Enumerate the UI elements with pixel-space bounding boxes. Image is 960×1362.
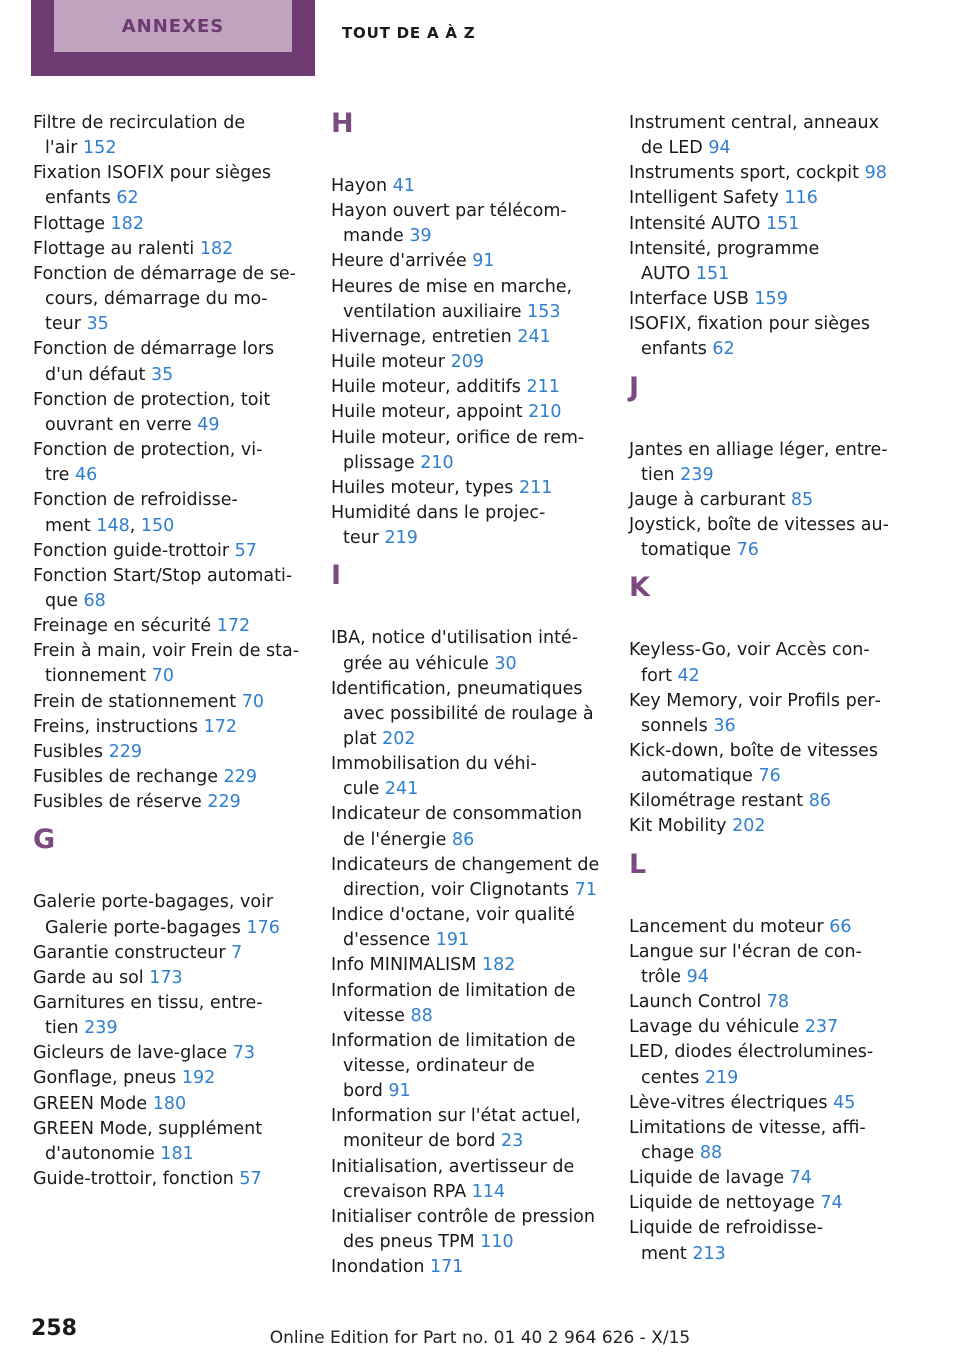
index-entry-text: Heure d'arrivée (331, 251, 467, 272)
page-reference-link[interactable]: 153 (527, 301, 561, 322)
index-entry-text: IBA, notice d'utilisation inté‐ grée au véhicule (331, 628, 579, 674)
page-reference-link[interactable]: 209 (450, 352, 484, 373)
index-entry-text: Huile moteur, appoint (331, 402, 523, 423)
index-entry-text: Galerie porte-bagages, voir Galerie porte-bagages (33, 892, 274, 938)
index-entry (33, 966, 305, 991)
page-reference-link[interactable]: 172 (203, 716, 238, 737)
page-reference-link[interactable]: 94 (708, 138, 731, 159)
index-entry (629, 513, 901, 563)
index-entry-text: Fonction de protection, toit ouvrant en verre (33, 389, 271, 435)
index-entry (629, 1040, 901, 1090)
page-reference-link[interactable]: 36 (713, 715, 736, 736)
index-entry-text: Indicateurs de changement de direction, voir Clignotants (331, 854, 600, 900)
index-letter-heading: I (331, 560, 342, 592)
index-entry-text: Gicleurs de lave-glace (33, 1043, 228, 1064)
page-reference-link[interactable]: 151 (695, 263, 730, 284)
index-entry (33, 614, 305, 639)
index-entry-text: Intensité, programme AUTO (629, 238, 820, 284)
index-entry (33, 111, 305, 161)
index-entry (629, 312, 901, 362)
index-entry (33, 1167, 305, 1192)
index-entry-text: Jantes en alliage léger, entre‐ tien (629, 439, 888, 485)
index-entry (629, 438, 901, 488)
index-entry (33, 740, 305, 765)
page-reference-link[interactable]: 239 (680, 464, 714, 485)
page-reference-link[interactable]: 210 (420, 452, 454, 473)
index-entry-text: Initialisation, avertisseur de crevaison RPA (331, 1156, 575, 1202)
page-reference-link[interactable]: 229 (223, 767, 257, 788)
index-entry-text: Huile moteur, additifs (331, 377, 521, 398)
page-reference-link[interactable]: 35 (86, 314, 109, 335)
page-reference-link[interactable]: 202 (732, 816, 766, 837)
index-entry (629, 789, 901, 814)
index-entry-text: Identification, pneumatiques avec possibilité de roulage à plat (331, 678, 594, 749)
page-reference-link[interactable]: 35 (150, 364, 174, 385)
index-column-1 (33, 111, 305, 1192)
page-reference-link[interactable]: 76 (736, 540, 759, 561)
index-entry (629, 287, 901, 312)
index-entry-text: Inondation (331, 1257, 425, 1278)
index-letter-heading: H (331, 108, 354, 139)
index-entry (33, 890, 305, 940)
page-reference-link[interactable]: 39 (409, 226, 432, 247)
index-entry-text: Intelligent Safety (629, 188, 779, 209)
page-reference-link[interactable]: 173 (149, 967, 183, 988)
index-entry (33, 161, 305, 211)
page-reference-link[interactable]: 182 (110, 213, 144, 234)
index-entry-text: GREEN Mode (33, 1093, 148, 1114)
page-reference-link[interactable]: 152 (83, 138, 117, 159)
index-entry-text: Freinage en sécurité (33, 616, 212, 637)
index-entry-text: Liquide de nettoyage (629, 1193, 815, 1214)
index-entry-text: Langue sur l'écran de con‐ trôle (629, 941, 862, 987)
page-reference-link[interactable]: 241 (384, 779, 419, 800)
index-entry (629, 638, 901, 688)
index-entry (629, 111, 901, 161)
index-entry (629, 488, 901, 513)
index-entry-text: Filtre de recirculation de l'air (33, 113, 246, 159)
page-reference-link[interactable]: 68 (83, 590, 106, 611)
page-reference-link[interactable]: 76 (758, 766, 781, 787)
index-entry (331, 752, 603, 802)
page-reference-link[interactable]: 182 (481, 955, 516, 976)
index-entry-text: Fusibles de rechange (33, 767, 219, 788)
index-column-2 (331, 108, 603, 1280)
index-entry (331, 1255, 603, 1280)
page-reference-link[interactable]: 191 (435, 930, 470, 951)
index-entry (33, 1066, 305, 1091)
index-entry-text: Frein de stationnement (33, 691, 237, 712)
index-entry-text: Fonction Start/Stop automati‐ que (33, 565, 293, 611)
page-reference-link[interactable]: 98 (864, 163, 887, 184)
index-entry-text: Lève-vitres électriques (629, 1092, 828, 1113)
index-entry (331, 802, 603, 852)
index-entry-text: Huile moteur (331, 352, 445, 373)
page-reference-link[interactable]: 239 (84, 1018, 118, 1039)
index-entry (331, 677, 603, 752)
index-entry-text: Indicateur de consommation de l'énergie (331, 804, 583, 850)
page-reference-link[interactable]: 66 (829, 916, 852, 937)
index-entry-text: Kilométrage restant (629, 791, 804, 812)
index-entry (629, 1015, 901, 1040)
index-entry (33, 790, 305, 815)
page-reference-link[interactable]: 172 (216, 616, 251, 637)
page-reference-link[interactable]: 159 (754, 289, 788, 310)
index-entry (629, 1091, 901, 1116)
index-entry (331, 476, 603, 501)
page-reference-link[interactable]: 237 (804, 1017, 839, 1038)
index-entry (331, 199, 603, 249)
index-entry (331, 249, 603, 274)
index-entry (331, 400, 603, 425)
index-entry-text: Info MINIMALISM (331, 955, 477, 976)
index-entry-text: Joystick, boîte de vitesses au‐ tomatique (629, 515, 889, 561)
index-entry (33, 539, 305, 564)
index-entry (629, 237, 901, 287)
page-reference-link[interactable]: 219 (704, 1067, 739, 1088)
page-reference-link[interactable]: 91 (388, 1081, 411, 1102)
page-reference-link[interactable]: 88 (699, 1143, 723, 1163)
index-entry-text: Heures de mise en marche, ventilation auxiliaire (331, 276, 573, 322)
index-entry (629, 689, 901, 739)
page-reference-link[interactable]: 85 (790, 489, 814, 510)
index-entry-text: Hayon (331, 176, 388, 196)
index-entry-text: Instrument central, anneaux de LED (629, 113, 879, 159)
index-entry (331, 626, 603, 676)
index-entry-text: Key Memory, voir Profils per‐ sonnels (629, 690, 881, 736)
page-reference-link[interactable]: 62 (712, 339, 735, 360)
page-reference-link[interactable]: 49 (197, 414, 220, 435)
index-entry (629, 1216, 901, 1266)
page-reference-link[interactable]: 192 (181, 1068, 216, 1089)
page-reference-link[interactable]: 42 (677, 665, 700, 686)
index-entry-text: Kick-down, boîte de vitesses automatique (629, 740, 879, 787)
page-reference-link[interactable]: 181 (160, 1143, 194, 1164)
index-entry-text: Jauge à carburant (629, 489, 786, 510)
page-reference-link[interactable]: 202 (382, 728, 416, 749)
index-entry (331, 275, 603, 325)
index-entry-text: Information de limitation de vitesse, ordinateur de bord (331, 1030, 576, 1102)
page-reference-link[interactable]: 88 (410, 1005, 433, 1026)
index-entry-text: Hivernage, entretien (331, 326, 512, 347)
index-entry-text: Keyless-Go, voir Accès con‐ fort (629, 640, 870, 686)
index-entry: Fonction de refroidisse‐ ment 148, 150 (33, 490, 238, 536)
index-entry (629, 1166, 901, 1191)
page-reference-link[interactable]: 86 (808, 791, 832, 812)
index-entry (33, 237, 305, 262)
index-entry-text: Information de limitation de vitesse (331, 980, 576, 1026)
page-reference-link[interactable]: 57 (234, 540, 257, 561)
index-entry-text: Information sur l'état actuel, moniteur de bord (331, 1106, 581, 1152)
index-entry (331, 1155, 603, 1205)
index-entry-text: Limitations de vitesse, affi‐ chage (629, 1117, 866, 1163)
page-reference-link[interactable]: 151 (765, 213, 800, 234)
index-entry-text: Fonction de protection, vi‐ tre (33, 440, 263, 486)
index-entry-text: Fusibles de réserve (33, 792, 202, 813)
index-entry (331, 1205, 603, 1255)
index-entry (33, 765, 305, 790)
page-reference-link[interactable]: 86 (451, 829, 475, 850)
index-entry-text: Intensité AUTO (629, 213, 761, 234)
page-reference-link[interactable]: 7 (231, 942, 243, 963)
index-entry (629, 814, 901, 839)
index-entry-text: Fonction guide-trottoir (33, 540, 230, 561)
index-entry (629, 915, 901, 940)
index-entry (33, 337, 305, 387)
index-entry-text: Fixation ISOFIX pour sièges enfants (33, 163, 272, 209)
footer-edition-note: Online Edition for Part no. 01 40 2 964 626 - X/15 (269, 1328, 691, 1348)
page-reference-link[interactable]: 62 (116, 188, 139, 209)
index-letter-heading: J (629, 371, 640, 403)
index-entry (629, 186, 901, 211)
index-entry-text: Frein à main, voir Frein de sta‐ tionnement (33, 641, 300, 687)
index-entry (33, 639, 305, 689)
page-reference-link[interactable]: 213 (692, 1243, 726, 1264)
index-entry (33, 438, 305, 488)
page-reference-link[interactable]: 94 (686, 966, 709, 987)
index-entry-text: Kit Mobility (629, 816, 727, 837)
page-reference-link[interactable]: 176 (246, 917, 280, 938)
page-reference-link[interactable]: 180 (152, 1093, 187, 1114)
page-reference-link[interactable]: 150 (140, 515, 175, 536)
page-reference-link[interactable]: 41 (392, 176, 415, 196)
index-entry-text: Launch Control (629, 992, 762, 1013)
index-entry (331, 1104, 603, 1154)
page-reference-link[interactable]: 114 (471, 1181, 506, 1202)
index-entry-text: Fonction de démarrage de se‐ cours, démarrage du mo‐ teur (33, 263, 296, 335)
page-reference-link[interactable]: 71 (574, 879, 597, 900)
index-entry (33, 388, 305, 438)
index-entry (331, 1029, 603, 1104)
index-entry (331, 350, 603, 375)
index-entry-text: GREEN Mode, supplément d'autonomie (33, 1118, 263, 1164)
index-entry-text: Garantie constructeur (33, 942, 226, 963)
page-reference-link[interactable]: 91 (472, 251, 495, 272)
index-entry-text: Liquide de refroidisse‐ ment (629, 1218, 823, 1264)
page-reference-link[interactable]: 219 (384, 528, 418, 549)
index-entry (629, 940, 901, 990)
index-entry-text: Garde au sol (33, 967, 144, 988)
page-reference-link[interactable]: 229 (108, 741, 143, 762)
index-entry (33, 1117, 305, 1167)
index-entry (331, 903, 603, 953)
index-entry-text: Huiles moteur, types (331, 477, 514, 498)
index-entry-text: Liquide de lavage (629, 1168, 785, 1189)
index-entry-text: Interface USB (629, 289, 749, 310)
index-entry (33, 941, 305, 966)
index-entry-text: ISOFIX, fixation pour sièges enfants (629, 314, 870, 360)
index-entry-text: Lavage du véhicule (629, 1017, 800, 1038)
index-entry (331, 979, 603, 1029)
index-entry (331, 853, 603, 903)
index-entry-text: Freins, instructions (33, 716, 199, 737)
page-reference-link[interactable]: 78 (766, 992, 790, 1013)
index-entry-text: Gonflage, pneus (33, 1068, 177, 1089)
index-column-3 (629, 111, 901, 1267)
index-entry (629, 212, 901, 237)
page-header-title: TOUT DE A À Z (342, 24, 476, 42)
index-entry (33, 690, 305, 715)
page-reference-link[interactable]: 45 (833, 1092, 856, 1113)
index-letter-heading: G (33, 824, 56, 856)
page-reference-link[interactable]: 210 (528, 402, 562, 423)
index-entry (629, 990, 901, 1015)
page-reference-link[interactable]: 46 (75, 465, 98, 486)
index-entry (629, 161, 901, 186)
index-entry (331, 501, 603, 551)
page-reference-link[interactable]: 70 (241, 691, 265, 712)
page-reference-link[interactable]: 74 (820, 1193, 843, 1214)
page-reference-link[interactable]: 148 (96, 515, 130, 536)
index-entry (629, 1191, 901, 1216)
index-entry-text: Hayon ouvert par télécom‐ mande (331, 201, 567, 247)
index-entry-text: Flottage au ralenti (33, 238, 195, 259)
index-entry-text: Fusibles (33, 741, 104, 762)
index-entry (331, 174, 603, 199)
index-entry (629, 739, 901, 789)
index-entry-text: Initialiser contrôle de pression des pneus TPM (331, 1206, 595, 1253)
index-entry-text: Fonction de refroidisse‐ ment (33, 490, 238, 536)
index-entry-text: Garnitures en tissu, entre‐ tien (33, 993, 263, 1039)
index-entry (33, 715, 305, 740)
index-entry-text: Immobilisation du véhi‐ cule (331, 754, 537, 800)
index-entry (33, 212, 305, 237)
page-reference-link[interactable]: 171 (429, 1257, 464, 1278)
index-entry (331, 426, 603, 476)
index-entry-text: Instruments sport, cockpit (629, 163, 859, 184)
page-reference-link[interactable]: 23 (501, 1131, 524, 1152)
index-entry-text: LED, diodes électrolumines‐ centes (629, 1042, 874, 1088)
page-reference-link[interactable]: 211 (519, 477, 553, 498)
index-entry-text: Lancement du moteur (629, 916, 824, 937)
index-entry (331, 325, 603, 350)
index-entry (33, 1041, 305, 1066)
page-reference-link[interactable]: 110 (480, 1232, 514, 1253)
page-reference-link[interactable]: 57 (239, 1169, 262, 1190)
page-reference-link[interactable]: 182 (199, 238, 234, 259)
index-entry-text: Guide-trottoir, fonction (33, 1169, 234, 1190)
index-entry-text: Flottage (33, 213, 105, 234)
page-reference-link[interactable]: 229 (207, 792, 241, 813)
page-reference-link[interactable]: 73 (232, 1043, 256, 1064)
page-reference-link[interactable]: 70 (151, 666, 175, 687)
index-entry-text: Humidité dans le projec‐ teur (331, 503, 546, 549)
index-entry (33, 1092, 305, 1117)
section-tab-label: ANNEXES (54, 0, 292, 52)
page-reference-link[interactable]: 74 (789, 1168, 812, 1189)
index-letter-heading: L (629, 848, 647, 880)
index-entry (331, 953, 603, 978)
index-entry-text: Fonction de démarrage lors d'un défaut (33, 339, 275, 385)
index-entry-text: Huile moteur, orifice de rem‐ plissage (331, 427, 585, 473)
index-entry (33, 991, 305, 1041)
index-entry-text: Indice d'octane, voir qualité d'essence (331, 905, 575, 951)
index-entry (629, 1116, 901, 1166)
page-reference-link[interactable]: 241 (517, 326, 551, 347)
page-reference-link[interactable]: 30 (494, 653, 517, 674)
page-reference-link[interactable]: 211 (526, 377, 560, 398)
index-entry (331, 375, 603, 400)
page-number: 258 (31, 1316, 77, 1341)
page-reference-link[interactable]: 116 (784, 188, 818, 209)
index-entry (33, 262, 305, 337)
index-entry (33, 564, 305, 614)
index-letter-heading: K (629, 572, 650, 604)
section-tab (31, 0, 315, 76)
